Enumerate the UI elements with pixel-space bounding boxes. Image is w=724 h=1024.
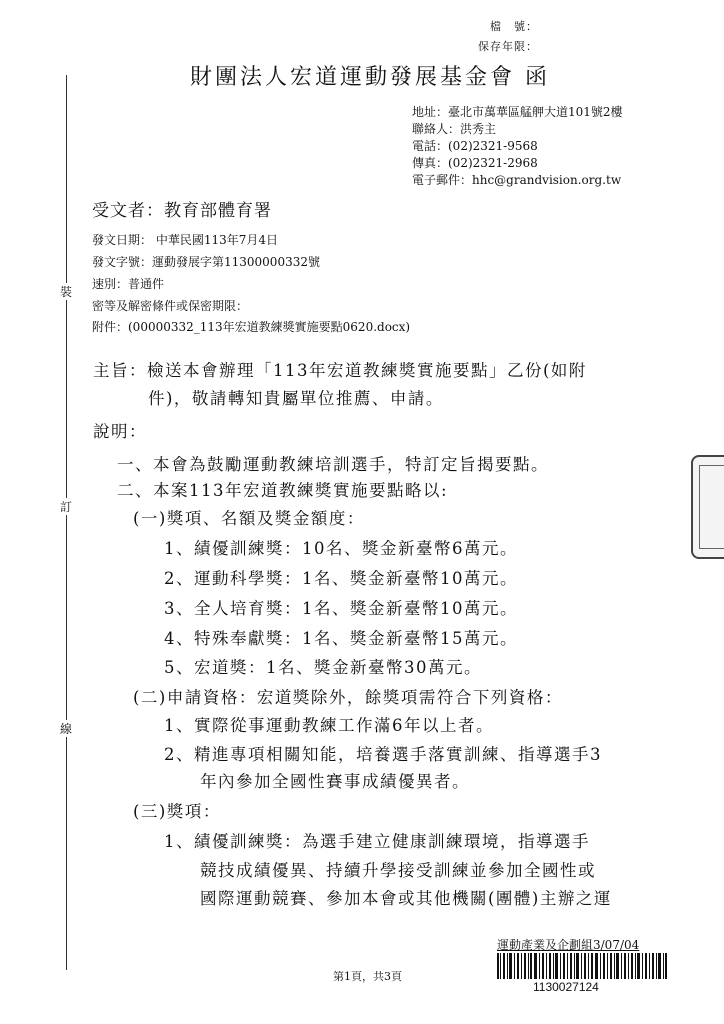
file-number-label: 檔 號： (490, 20, 538, 33)
item-one: 一、本會為鼓勵運動教練培訓選手，特訂定旨揭要點。 (117, 455, 549, 474)
document-title: 財團法人宏道運動發展基金會 函 (190, 65, 550, 90)
document-number: 發文字號：運動發展字第11300000332號 (92, 255, 320, 269)
qualification-entry-2-line-1: 2、精進專項相關知能，培養選手落實訓練、指導選手3 (164, 745, 602, 764)
contact-fax: 傳真：(02)2321-2968 (412, 156, 538, 170)
qualification-entry-1: 1、實際從事運動教練工作滿6年以上者。 (164, 716, 494, 735)
contact-email: 電子郵件：hhc@grandvision.org.tw (412, 173, 622, 187)
subject-line-2: 件)，敬請轉知貴屬單位推薦、申請。 (148, 389, 444, 408)
award-entry: 4、特殊奉獻獎：1名、獎金新臺幣15萬元。 (164, 629, 518, 648)
binding-mark-ding: 訂 (60, 500, 73, 514)
binding-line (66, 75, 67, 970)
received-stamp (691, 455, 724, 559)
award-description-line-3: 國際運動競賽、參加本會或其他機關(團體)主辦之運 (200, 889, 612, 908)
subject-line-1: 主旨：檢送本會辦理「113年宏道教練獎實施要點」乙份(如附 (93, 361, 587, 380)
issue-date: 發文日期： 中華民國113年7月4日 (92, 233, 278, 247)
award-entry: 3、全人培育獎：1名、獎金新臺幣10萬元。 (164, 599, 518, 618)
barcode-number: 1130027124 (533, 980, 599, 994)
delivery-speed: 速別：普通件 (92, 277, 165, 291)
attachment: 附件：(00000332_113年宏道教練獎實施要點0620.docx) (92, 320, 411, 334)
item-two: 二、本案113年宏道教練獎實施要點略以: (117, 481, 449, 500)
retention-label: 保存年限： (478, 40, 538, 53)
award-description-line-2: 競技成績優異、持續升學接受訓練並參加全國性或 (200, 861, 596, 880)
contact-person: 聯絡人：洪秀主 (412, 122, 497, 136)
binding-mark-xian: 線 (60, 722, 73, 736)
section-3-heading: (三)獎項： (133, 802, 221, 821)
section-1-heading: (一)獎項、名額及獎金額度： (133, 509, 365, 528)
department-code: 運動產業及企劃組3/07/04 (497, 938, 640, 952)
binding-mark-zhuang: 裝 (60, 285, 73, 299)
page-number: 第1頁，共3頁 (333, 970, 402, 983)
contact-phone: 電話：(02)2321-9568 (412, 139, 538, 153)
contact-address: 地址：臺北市萬華區艋舺大道101號2樓 (412, 105, 623, 119)
explanation-label: 說明： (93, 422, 147, 441)
award-description-line-1: 1、績優訓練獎：為選手建立健康訓練環境，指導選手 (164, 832, 590, 851)
security-level: 密等及解密條件或保密期限： (92, 299, 249, 313)
barcode-icon (497, 953, 667, 979)
award-entry: 2、運動科學獎：1名、獎金新臺幣10萬元。 (164, 569, 518, 588)
recipient: 受文者：教育部體育署 (92, 201, 272, 221)
qualification-entry-2-line-2: 年內參加全國性賽事成績優異者。 (200, 772, 470, 791)
award-entry: 1、績優訓練獎：10名、獎金新臺幣6萬元。 (164, 539, 518, 558)
section-2-heading: (二)申請資格：宏道獎除外，餘獎項需符合下列資格： (133, 688, 563, 707)
award-entry: 5、宏道獎：1名、獎金新臺幣30萬元。 (164, 658, 482, 677)
